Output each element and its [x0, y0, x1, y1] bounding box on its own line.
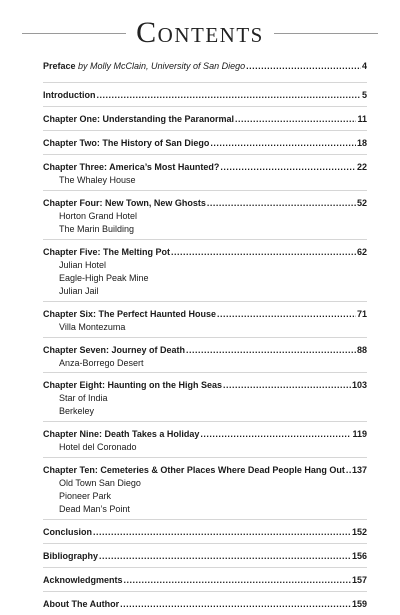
dot-leader	[124, 574, 351, 587]
toc-entry[interactable]	[43, 308, 367, 321]
page-number: 119	[352, 429, 367, 439]
entry-title	[43, 113, 234, 126]
toc-entry[interactable]	[43, 60, 367, 73]
toc-section	[43, 568, 367, 592]
toc-section	[43, 592, 367, 615]
toc-entry[interactable]	[43, 344, 367, 357]
dot-leader	[346, 464, 351, 477]
toc-section	[43, 240, 367, 302]
toc-section	[43, 520, 367, 544]
toc-section	[43, 373, 367, 422]
dot-leader	[210, 137, 356, 150]
entry-title	[43, 89, 96, 102]
entry-title	[43, 379, 222, 392]
entry-title	[43, 344, 185, 357]
dot-leader	[223, 379, 351, 392]
toc-section	[43, 191, 367, 240]
toc-subentry[interactable]: Horton Grand Hotel	[59, 211, 138, 221]
dot-leader	[171, 246, 356, 259]
toc-subentry[interactable]: Old Town San Diego	[59, 478, 141, 488]
dot-leader	[200, 428, 351, 441]
entry-title-text: Chapter Four: New Town, New Ghosts	[43, 198, 206, 208]
toc-section	[43, 338, 367, 373]
toc-entry[interactable]	[43, 137, 367, 150]
toc-entry[interactable]	[43, 550, 367, 563]
toc-subentry[interactable]: Julian Jail	[59, 286, 99, 296]
toc-subentry[interactable]: Pioneer Park	[59, 491, 112, 501]
entry-title-text: Chapter Six: The Perfect Haunted House	[43, 309, 217, 319]
entry-title	[43, 197, 206, 210]
entry-title	[43, 550, 98, 563]
toc-entry[interactable]	[43, 526, 367, 539]
entry-title-text: Bibliography	[43, 551, 99, 561]
entry-title-text: Chapter Nine: Death Takes a Holiday	[43, 429, 200, 439]
page-number: 156	[351, 551, 367, 561]
toc-subentry[interactable]: Eagle-High Peak Mine	[59, 273, 149, 283]
page-number: 11	[357, 114, 367, 124]
dot-leader	[186, 344, 356, 357]
entry-title-text: Chapter Five: The Melting Pot	[43, 247, 171, 257]
dot-leader	[99, 550, 351, 563]
entry-title	[43, 246, 170, 259]
dot-leader	[97, 89, 361, 102]
entry-title	[43, 60, 245, 73]
entry-title-text: Conclusion	[43, 527, 92, 537]
entry-title-text: Chapter Ten: Cemeteries & Other Places Where Dead People Hang Out	[43, 465, 345, 475]
entry-title-text: Chapter Three: America’s Most Haunted?	[43, 162, 220, 172]
toc-section	[43, 83, 367, 107]
entry-title-text: Chapter One: Understanding the Paranormal	[43, 114, 235, 124]
entry-title-text: Chapter Seven: Journey of Death	[43, 345, 186, 355]
contents-header	[22, 16, 378, 50]
toc-entry[interactable]	[43, 197, 367, 210]
page-number: 152	[351, 527, 367, 537]
entry-title	[43, 526, 92, 539]
page-number: 157	[351, 575, 367, 585]
page-number: 159	[351, 599, 367, 609]
toc-subentry[interactable]: Star of India	[59, 393, 108, 403]
toc-section	[43, 302, 367, 338]
page-number: 5	[361, 90, 367, 100]
entry-title-text: Acknowledgments	[43, 575, 123, 585]
toc-subentry[interactable]: Dead Man’s Point	[59, 504, 130, 514]
table-of-contents	[43, 60, 367, 615]
toc-section	[43, 131, 367, 155]
entry-title	[43, 574, 123, 587]
entry-subtitle: by Molly McClain, University of San Diego	[75, 61, 246, 71]
page-number: 18	[356, 138, 367, 148]
page-number: 88	[356, 345, 367, 355]
toc-section	[43, 155, 367, 191]
entry-title-text: Chapter Eight: Haunting on the High Seas	[43, 380, 223, 390]
entry-title	[43, 308, 216, 321]
page-number: 71	[356, 309, 367, 319]
toc-entry[interactable]	[43, 161, 367, 174]
entry-title	[43, 137, 209, 150]
page-number: 52	[356, 198, 367, 208]
toc-section	[43, 60, 367, 83]
entry-title-text: Chapter Two: The History of San Diego	[43, 138, 210, 148]
dot-leader	[217, 308, 356, 321]
toc-entry[interactable]	[43, 428, 367, 441]
page-title: Contents	[136, 16, 264, 49]
toc-subentry[interactable]: Berkeley	[59, 406, 95, 416]
right-rule	[274, 33, 378, 34]
page-number: 4	[361, 61, 367, 71]
dot-leader	[220, 161, 356, 174]
toc-subentry[interactable]: The Marin Building	[59, 224, 135, 234]
toc-entry[interactable]	[43, 246, 367, 259]
dot-leader	[93, 526, 351, 539]
toc-entry[interactable]	[43, 89, 367, 102]
toc-section	[43, 458, 367, 520]
dot-leader	[207, 197, 356, 210]
toc-entry[interactable]	[43, 464, 367, 477]
toc-section	[43, 544, 367, 568]
toc-section	[43, 422, 367, 458]
toc-subentry[interactable]: Villa Montezuma	[59, 322, 126, 332]
entry-title-text: Introduction	[43, 90, 96, 100]
toc-subentry[interactable]: Julian Hotel	[59, 260, 107, 270]
toc-subentry[interactable]: Anza-Borrego Desert	[59, 358, 144, 368]
dot-leader	[235, 113, 356, 126]
entry-title	[43, 161, 219, 174]
entry-title	[43, 428, 199, 441]
toc-section	[43, 107, 367, 131]
toc-entry[interactable]	[43, 574, 367, 587]
toc-subentry[interactable]: The Whaley House	[59, 175, 136, 185]
toc-entry[interactable]	[43, 113, 367, 126]
entry-title-text: Preface	[43, 61, 76, 71]
entry-title	[43, 464, 345, 477]
page-number: 62	[356, 247, 367, 257]
entry-title-text: About The Author	[43, 599, 120, 609]
page-number: 137	[351, 465, 367, 475]
page-number: 103	[351, 380, 367, 390]
toc-subentry[interactable]: Hotel del Coronado	[59, 442, 137, 452]
dot-leader	[246, 60, 361, 73]
page-number: 22	[356, 162, 367, 172]
toc-entry[interactable]	[43, 379, 367, 392]
